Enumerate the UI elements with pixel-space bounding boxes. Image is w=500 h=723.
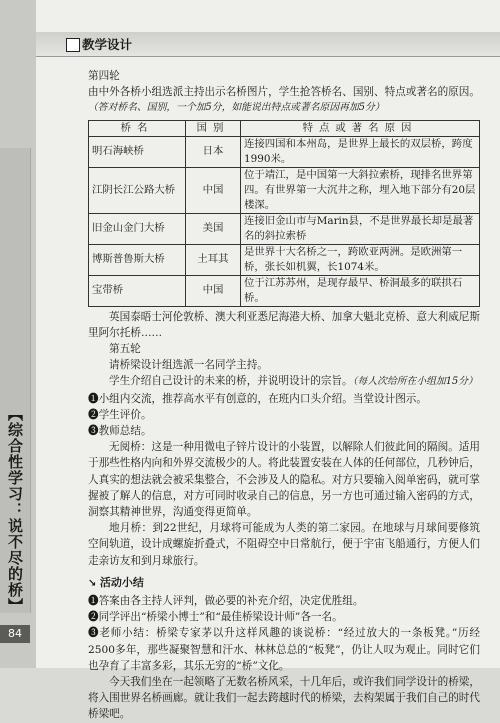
round4-note: （答对桥名、国别，一个加5分，如能说出特点或著名原因再加5分） [88,102,385,114]
page-number: 84 [0,625,30,643]
round5-para-wuyue-bridge: 无阅桥：这是一种用微电子锌片设计的小装置，以解除人们彼此间的隔阂。适用于那些性格内向和外界交流极少的人。将此装置安装在人体的任何部位，几秒钟后，人真实的想法就会被采集整合，不会涉及人的隐私。对方只要输入阅单密码，就可掌握被了解人的信息，对方可同时收录自己的信息，另一方也可通过输入密码的方式，洞察其精神世界，沟通变得更简单。 [88,441,480,519]
table-row [89,213,480,244]
arrow-icon: ↘ [88,577,100,589]
bridge-name: 宝带桥 [89,275,186,306]
bridge-feature: 位于靖江，是中国第一大斜拉索桥，现排名世界第四。有世界第一大沉井之称，埋入地下部分有20层楼深。 [241,167,480,213]
bridge-name: 江阴长江公路大桥 [89,167,186,213]
bridge-feature: 连接旧金山市与Marin县，不是世界最长却是最著名的斜拉索桥 [241,213,480,244]
table-header: 国别 [186,120,241,136]
round5-heading: 第五轮 [109,343,141,356]
summary-item: ❶答案由各主持人评判，做必要的补充介绍，决定优胜组。 [88,595,364,608]
summary-closing: 今天我们坐在一起领略了无数名桥风采，十几年后，或许我们同学设计的桥梁，将入围世界名桥画廊。就让我们一起去跨越时代的桥梁，去构架属于我们自己的时代桥梁吧。 [88,676,480,721]
summary-heading-label: 活动小结 [99,575,144,589]
summary-item: ❸老师小结：桥梁专家茅以升这样风趣的谈说桥：“经过放大的一条板凳。”历经2500多年，那些凝聚智慧和汗水、林林总总的“板凳”，仍让人叹为观止。同时它们也孕育了丰富多彩，其乐无穷的“桥”文化。 [88,627,480,672]
bridge-country: 美国 [186,213,241,244]
bridge-country: 中国 [186,275,241,306]
round5-step: ❷学生评价。 [88,408,152,421]
round5-task [88,373,480,390]
bridge-feature: 连接四国和本州岛，是世界上最长的双层桥，跨度1990米。 [241,136,480,167]
table-header-row [89,120,480,136]
table-row [89,244,480,275]
round4-intro: 由中外各桥小组选派主持出示名桥图片，学生抢答桥名、国别、特点或著名的原因。 [88,86,480,99]
table-row [89,275,480,306]
extra-bridges: 英国泰晤士河伦敦桥、澳大利亚悉尼海港大桥、加拿大魁北克桥、意大利威尼斯里阿尔托桥…… [88,310,480,339]
content [88,68,480,723]
side-title: 【综合性学习：说不尽的桥】 [6,406,24,614]
summary-heading [88,575,480,592]
bridge-country: 土耳其 [186,244,241,275]
table-row [89,136,480,167]
bridge-feature: 位于江苏苏州，是现存最早、桥洞最多的联拱石桥。 [241,275,480,306]
round4-heading: 第四轮 [88,70,120,82]
table-header: 特点或著名原因 [241,120,480,136]
square-icon [66,38,80,52]
bridge-name: 博斯普鲁斯大桥 [89,244,186,275]
bridge-name: 旧金山金门大桥 [89,213,186,244]
bridge-country: 中国 [186,167,241,213]
bridge-feature: 是世界十大名桥之一，跨欧亚两洲。是欧洲第一桥，张长如机翼，长1074米。 [241,244,480,275]
round5-task-text: 学生介绍自己设计的未来的桥，并说明设计的宗旨。 [109,375,353,388]
table-row [89,167,480,213]
table-header: 桥名 [89,120,186,136]
header-title: 教学设计 [82,37,133,52]
side-band [0,148,31,613]
round5-step: ❶小组内交流，推荐高水平有创意的，在班内口头介绍。当堂设计图示。 [88,392,427,405]
round5-step: ❸教师总结。 [88,425,152,438]
bridge-country: 日本 [186,136,241,167]
summary-item: ❷同学评出“桥梁小博士”和“最佳桥梁设计师”各一名。 [88,611,343,624]
round5-para-earth-moon-bridge: 地月桥：到22世纪，月球将可能成为人类的第二家园。在地球与月球间要修筑空间轨道，设计成螺旋折叠式，不阻碍空中日常航行，便于宇宙飞船通行，方便人们走亲访友和到月球旅行。 [88,522,480,567]
bridge-name: 明石海峡桥 [89,136,186,167]
bridge-table [88,120,480,307]
round5-task-note: （每人次给所在小组加15分） [352,376,478,388]
round5-intro: 请桥梁设计组选派一名同学主持。 [109,359,268,372]
